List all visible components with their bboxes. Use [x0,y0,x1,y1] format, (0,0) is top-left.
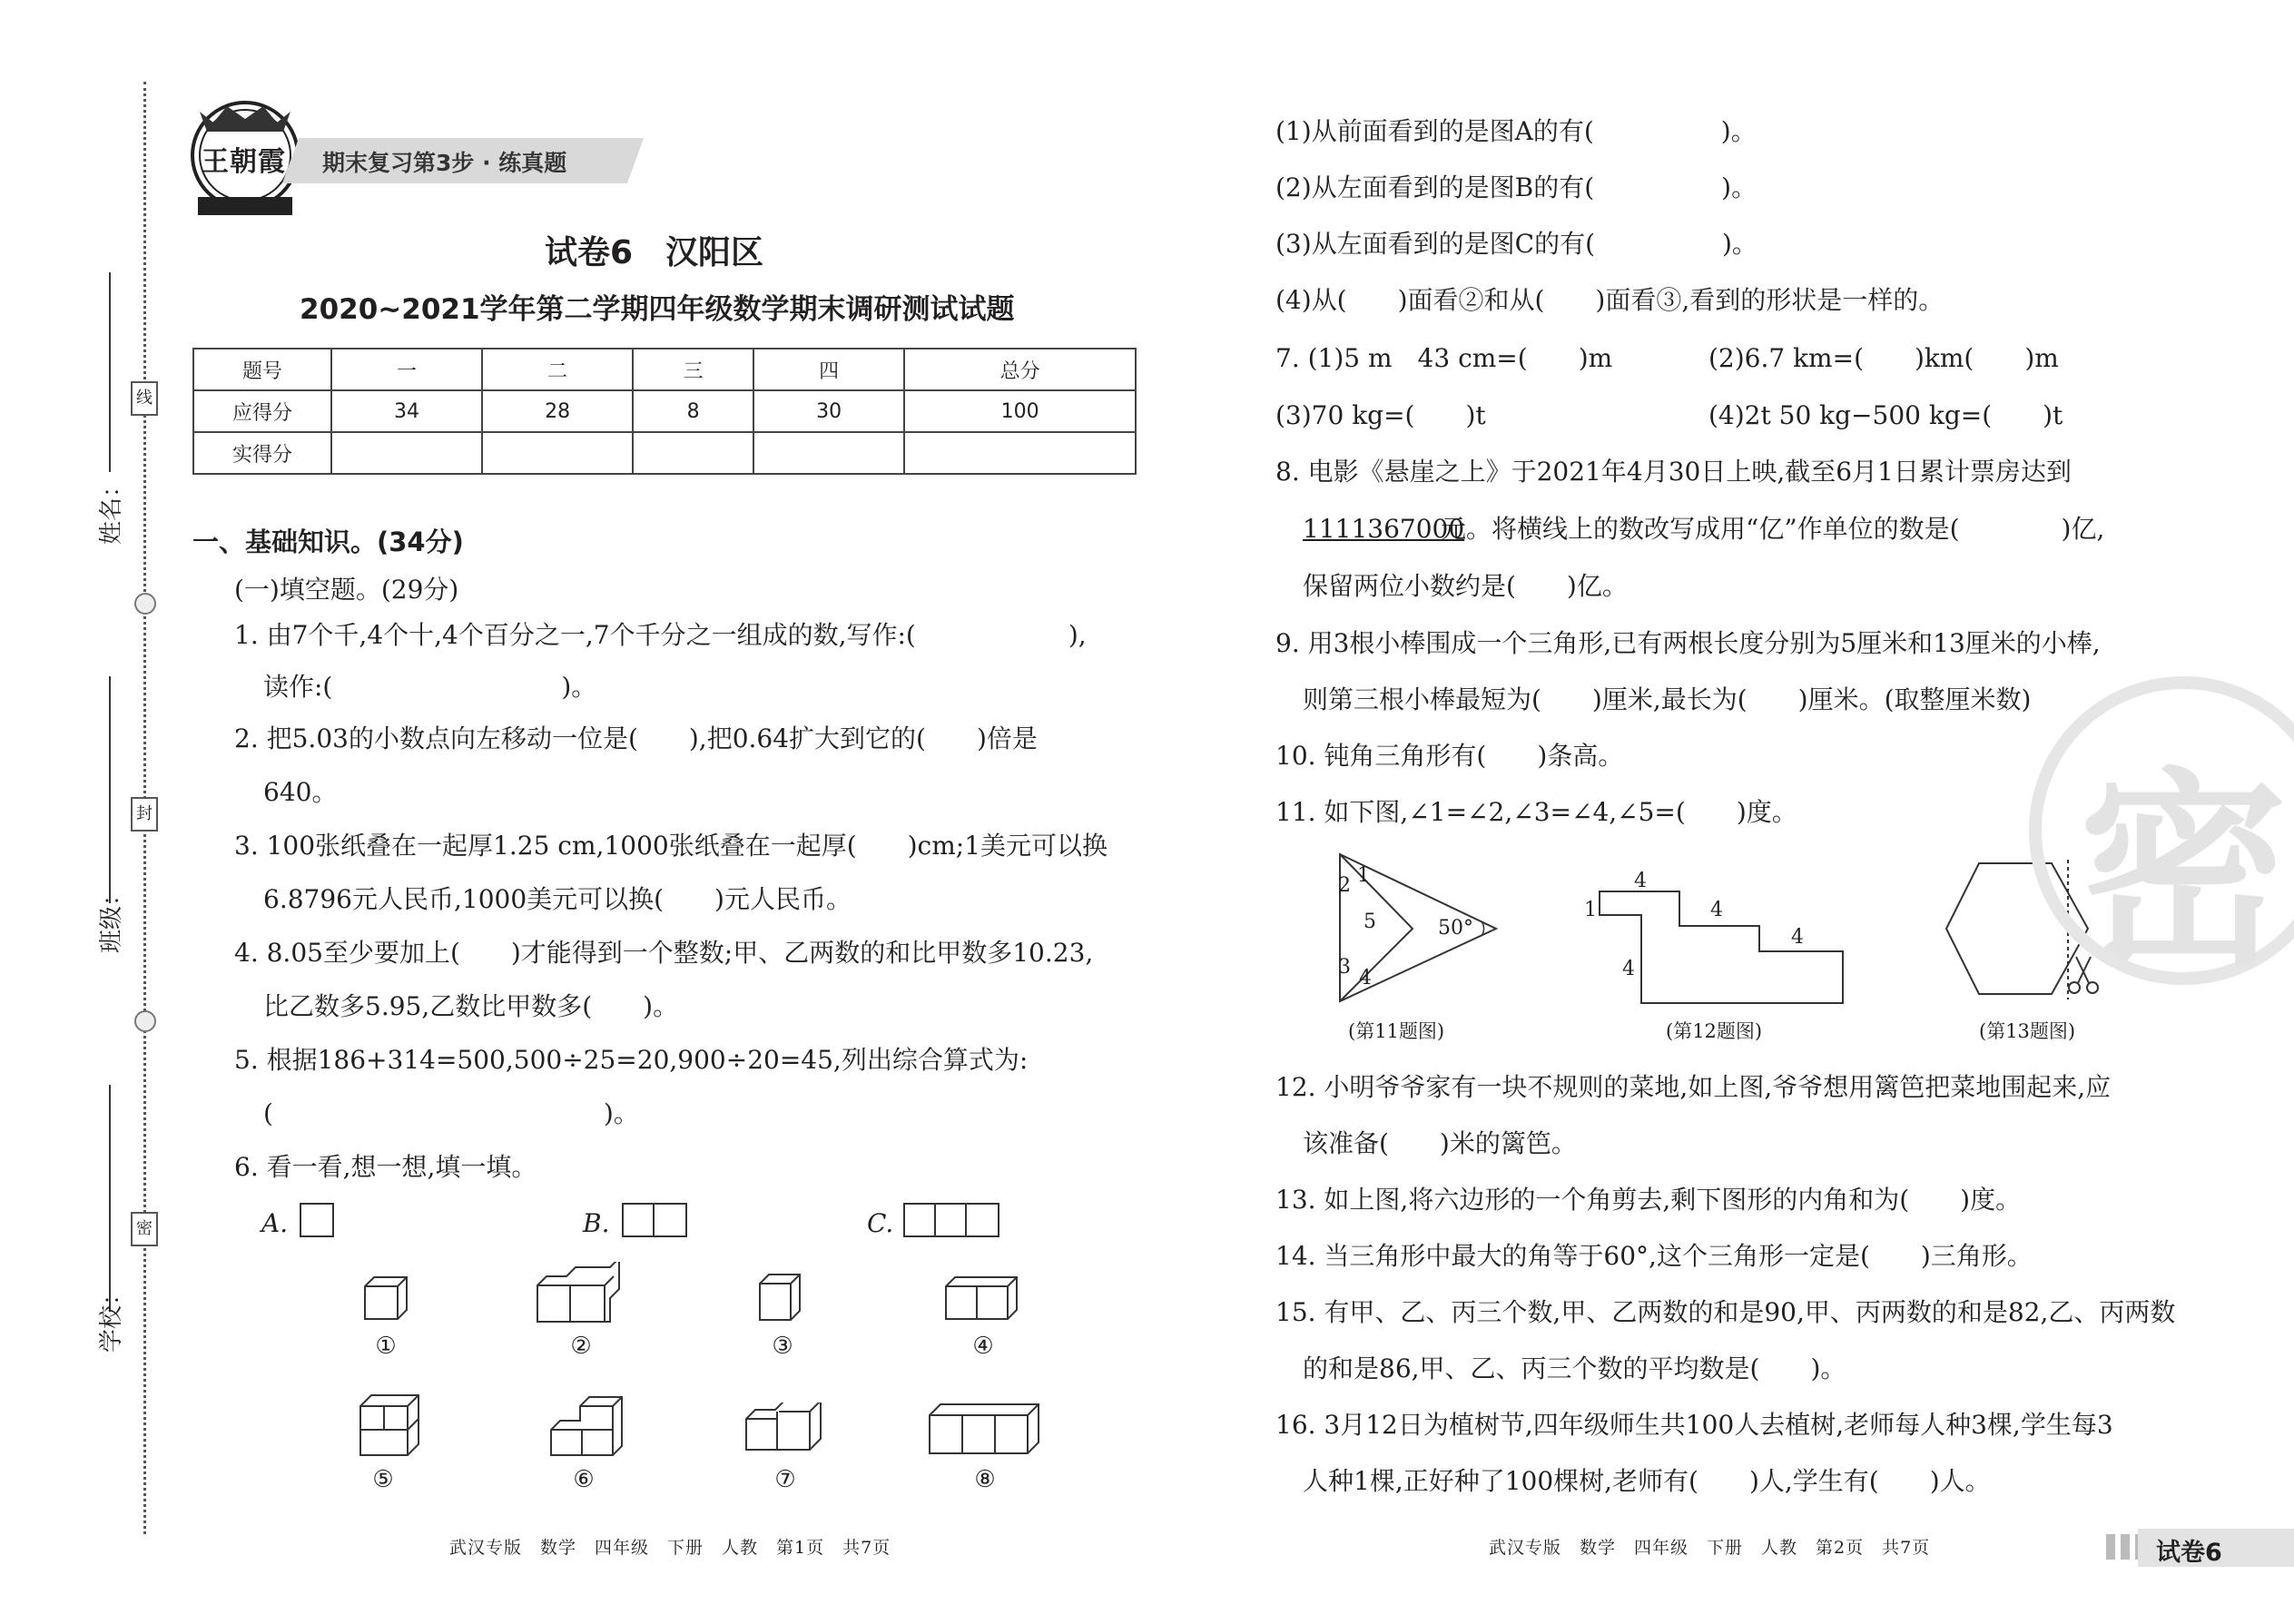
figure-12-length: 1 [1584,899,1597,921]
table-cell: 二 [482,349,633,390]
school-label: 学校： [98,1281,125,1353]
figure-11-triangle [1325,849,1507,1008]
table-cell: 30 [753,390,904,432]
confidential-stamp-text: 密 [2079,752,2289,994]
question-5: 5. 根据186+314=500,500÷25=20,900÷20=45,列出综合算式为: [234,1045,1029,1075]
table-row [193,349,1136,390]
page-footer-left: 武汉专版 数学 四年级 下册 人教 第1页 共7页 [449,1538,891,1558]
table-cell: 三 [633,349,753,390]
figure-13-caption: (第13题图) [1979,1020,2076,1042]
option-a-label: A. [261,1208,289,1238]
paper-subtitle: 2020~2021学年第二学期四年级数学期末调研测试试题 [300,293,1015,326]
table-cell: 28 [482,390,633,432]
banner-text: 期末复习第3步 · 练真题 [322,150,567,176]
question-13: 13. 如上图,将六边形的一个角剪去,剩下图形的内角和为( )度。 [1275,1185,2022,1215]
cube-figure-5 [359,1393,422,1459]
table-cell: 8 [633,390,753,432]
table-row [193,390,1136,432]
school-field-line[interactable] [109,1085,111,1312]
cube-label-2: ② [570,1333,592,1360]
question-7-part-3: (3)70 kg=( )t [1275,400,1486,430]
question-8-number: 1111367000 [1303,514,1465,544]
table-row [193,432,1136,474]
score-table [192,348,1137,475]
figure-11-angle-4: 4 [1359,967,1372,989]
cube-figure-4 [944,1275,1019,1323]
table-cell: 实得分 [193,432,331,474]
page-footer-right: 武汉专版 数学 四年级 下册 人教 第2页 共7页 [1489,1538,1931,1558]
option-c-square [934,1203,969,1237]
question-1: 1. 由7个千,4个十,4个百分之一,7个千分之一组成的数,写作:( ), [234,620,1087,650]
cube-label-6: ⑥ [573,1466,595,1493]
cube-figure-8 [928,1403,1040,1459]
question-11: 11. 如下图,∠1=∠2,∠3=∠4,∠5=( )度。 [1275,797,1797,827]
question-7-part-2: (2)6.7 km=( )km( )m [1708,343,2059,373]
cube-label-8: ⑧ [974,1466,996,1493]
question-8-cont: 元。将横线上的数改写成用“亿”作单位的数是( )亿, [1441,514,2105,544]
figure-11-angle-3: 3 [1338,956,1351,979]
question-2-cont: 640。 [263,777,338,807]
section-heading: 一、基础知识。(34分) [192,527,464,557]
binding-hole-icon [134,1010,156,1032]
figure-12-length: 4 [1791,926,1804,949]
question-3-cont: 6.8796元人民币,1000美元可以换( )元人民币。 [263,884,852,914]
score-input-cell[interactable] [331,432,482,474]
footer-tab-label: 试卷6 [2156,1539,2222,1567]
part-heading: (一)填空题。(29分) [234,575,459,605]
question-3: 3. 100张纸叠在一起厚1.25 cm,1000张纸叠在一起厚( )cm;1美元可以换 [234,831,1108,861]
score-input-cell[interactable] [904,432,1136,474]
table-cell: 34 [331,390,482,432]
cube-label-4: ④ [972,1333,994,1360]
figure-12-caption: (第12题图) [1666,1020,1763,1042]
logo [182,95,309,222]
figure-12-length: 4 [1634,870,1647,892]
cube-figure-2 [536,1262,623,1324]
option-b-square [622,1203,656,1237]
figure-12-length: 4 [1710,899,1723,921]
question-1-cont: 读作:( )。 [263,672,597,702]
option-b-square [653,1203,687,1237]
question-7-part-1: 7. (1)5 m 43 cm=( )m [1275,343,1613,373]
question-4: 4. 8.05至少要加上( )才能得到一个整数;甲、乙两数的和比甲数多10.23, [234,938,1094,968]
question-14: 14. 当三角形中最大的角等于60°,这个三角形一定是( )三角形。 [1275,1241,2033,1271]
cube-figure-3 [758,1271,803,1324]
question-9-cont: 则第三根小棒最短为( )厘米,最长为( )厘米。(取整厘米数) [1303,684,2032,714]
name-label: 姓名： [98,473,125,545]
question-12-cont: 该准备( )米的篱笆。 [1303,1128,1577,1158]
option-b-label: B. [583,1208,610,1238]
question-16: 16. 3月12日为植树节,四年级师生共100人去植树,老师每人种3棵,学生每3 [1275,1410,2113,1440]
question-6-part-3: (3)从左面看到的是图C的有( )。 [1275,229,1757,259]
question-15: 15. 有甲、乙、丙三个数,甲、乙两数的和是90,甲、丙两数的和是82,乙、丙两数 [1275,1297,2176,1327]
score-input-cell[interactable] [753,432,904,474]
question-6-part-1: (1)从前面看到的是图A的有( )。 [1275,116,1757,146]
table-cell: 100 [904,390,1136,432]
question-4-cont: 比乙数多5.95,乙数比甲数多( )。 [263,991,679,1021]
question-7-part-4: (4)2t 50 kg−500 kg=( )t [1708,400,2063,430]
table-cell: 总分 [904,349,1136,390]
cube-label-7: ⑦ [774,1466,796,1493]
question-5-cont: ( )。 [263,1098,639,1128]
table-cell: 四 [753,349,904,390]
question-8: 8. 电影《悬崖之上》于2021年4月30日上映,截至6月1日累计票房达到 [1275,457,2072,487]
figure-11-angle-1: 1 [1357,864,1370,887]
figure-12-polygon [1598,890,1852,1008]
table-cell: 一 [331,349,482,390]
option-c-square [965,1203,999,1237]
figure-11-caption: (第11题图) [1348,1020,1445,1042]
question-6-part-4: (4)从( )面看②和从( )面看③,看到的形状是一样的。 [1275,285,1944,315]
class-field-line[interactable] [109,676,111,903]
option-c-label: C. [867,1208,894,1238]
figure-11-angle-value: 50° [1438,917,1473,940]
option-a-square [300,1203,334,1237]
question-2: 2. 把5.03的小数点向左移动一位是( ),把0.64扩大到它的( )倍是 [234,723,1038,753]
question-10: 10. 钝角三角形有( )条高。 [1275,741,1624,771]
figure-11-angle-2: 2 [1338,874,1351,897]
question-16-cont: 人种1棵,正好种了100棵树,老师有( )人,学生有( )人。 [1303,1466,1991,1496]
table-cell: 应得分 [193,390,331,432]
cube-figure-1 [363,1275,409,1323]
logo-text: 王朝霞 [202,146,286,178]
question-15-cont: 的和是86,甲、乙、丙三个数的平均数是( )。 [1303,1353,1846,1383]
seal-mark-1: 线 [131,381,158,416]
figure-12-length: 4 [1622,958,1635,980]
cube-label-1: ① [375,1333,397,1360]
cube-label-3: ③ [772,1333,793,1360]
cube-label-5: ⑤ [372,1466,394,1493]
figure-11-angle-5: 5 [1364,910,1376,933]
seal-mark-3: 密 [131,1212,158,1246]
question-12: 12. 小明爷爷家有一块不规则的菜地,如上图,爷爷想用篱笆把菜地围起来,应 [1275,1072,2112,1102]
cube-figure-6 [549,1393,624,1459]
question-6-part-2: (2)从左面看到的是图B的有( )。 [1275,172,1757,202]
option-c-square [903,1203,938,1237]
seal-mark-2: 封 [131,797,158,832]
class-label: 班级： [98,881,125,953]
question-8-cont-2: 保留两位小数约是( )亿。 [1303,571,1628,601]
paper-title: 试卷6 汉阳区 [545,234,764,271]
binding-hole-icon [134,593,156,615]
score-input-cell[interactable] [482,432,633,474]
score-input-cell[interactable] [633,432,753,474]
cube-figure-7 [744,1403,822,1459]
name-field-line[interactable] [109,272,111,472]
table-cell: 题号 [193,349,331,390]
question-9: 9. 用3根小棒围成一个三角形,已有两根长度分别为5厘米和13厘米的小棒, [1275,628,2101,658]
question-6: 6. 看一看,想一想,填一填。 [234,1152,537,1182]
